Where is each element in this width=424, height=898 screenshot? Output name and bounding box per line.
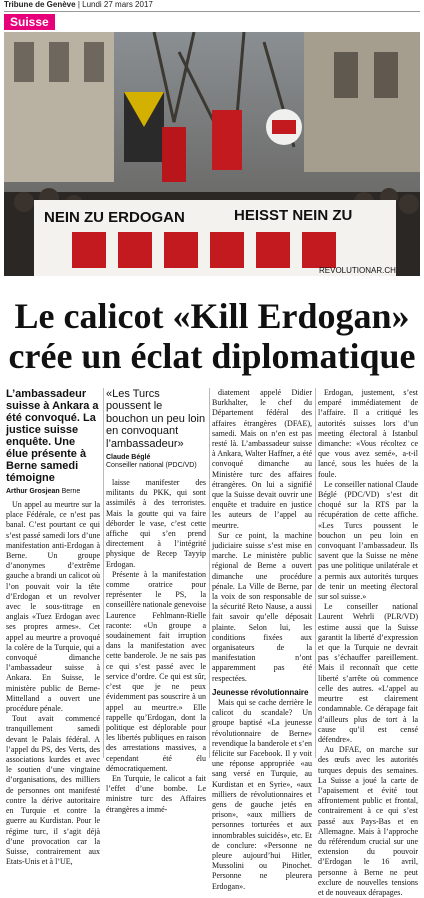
paragraph: diatement appelé Didier Burkhalter, le chef du Département fédéral des affaires étrangères (DFAE), samedi. Mais on n’en est pas resté là. L’ambassadeur suisse à Ankara, Walter Haffner, a été convoqué dimanche au Ministère turc des affaires étrangères. On lui a signifié que la Suisse devait ouvrir une enquête et traduire en justice les auteurs de l’appel au meurtre. (212, 388, 312, 530)
paragraph: En Turquie, le calicot a fait l’effet d’une bombe. Le ministre turc des Affaires étrangères a immé- (106, 773, 206, 814)
header-divider: | (77, 0, 83, 9)
column-rule (315, 388, 316, 758)
pull-quote: «Les Turcs poussent le bouchon un peu loin en convoquant l’ambassadeur» (106, 388, 206, 450)
paragraph: Un appel au meurtre sur la place Fédérale, ce n’est pas banal. C’est pourtant ce qui s’est passé samedi lors d’une manifestation anti-Erdogan à Berne. Un groupe d’anonymes d’extrême gauche a brandi un calicot où l’on pouvait voir la tête d’Erdogan et un revolver avec le sous-titrage en anglais «Tuez Erdogan avec ses propres armes». Cet appel au meurtre a provoqué la colère de la Turquie, qui a convoqué dimanche l’ambassadeur suisse à Ankara. En Suisse, le ministère public de Berne-Mittelland a ouvert une procédure pénale. (6, 500, 100, 714)
paragraph: Sur ce point, la machine judiciaire suisse s’est mise en marche. Le ministère public régional de Berne a ouvert dimanche une procédure pénale. La Ville de Berne, par la voix de son responsable de la sécurité Reto Nause, a aussi fait savoir qu’elle déposait plainte. Selon lui, les conditions fixées aux organisateurs de la manifestation n’ont apparemment pas été respectées. (212, 530, 312, 683)
paragraph: Tout avait commencé tranquillement samedi devant le Palais fédéral. A l’appel du PS, des Verts, des associations kurdes et avec le soutien d’une vingtaine d’organisations, des milliers de personnes ont manifesté contre la dérive autoritaire en Turquie et contre la guerre au Kurdistan. Pour le régime turc, il s’agit déjà d’une provocation car la Suisse, contrairement aux Etats-Unis et à l’UE, (6, 714, 100, 867)
page-header (4, 0, 422, 10)
section-rubric (4, 13, 422, 31)
article-lead: L’ambassadeur suisse à Ankara a été convoqué. La justice suisse enquête. Une élue présente à Berne samedi témoigne (6, 388, 99, 484)
article-column-4 (318, 388, 418, 898)
paragraph: Erdogan, justement, s’est emparé immédiatement de l’affaire. Il a critiqué les autorités suisses lors d’un meeting électoral à Istanbul dimanche: «Vous récoltez ce que vous avez semé», a-t-il lancé, sous les huées de la foule. (318, 388, 418, 479)
article-column-1 (6, 388, 100, 867)
paragraph: Le conseiller national Laurent Wehrli (PLR/VD) estime aussi que la Suisse garantit la liberté d’expression et que la Turquie ne devrait pas s’échauffer pareillement. Mais il reconnaît que cette liberté s’arrête où commence celle des autres. «L’appel au meurtre est clairement condamnable. Ce dérapage fait d’ailleurs plus de tort à la cause qu’il est censé défendre». (318, 602, 418, 744)
paragraph: Au DFAE, on marche sur des œufs avec les autorités turques depuis des semaines. La Suisse a joué la carte de l’apaisement et évité tout affrontement public et frontal, contrairement à ce qui s’est passé aux Pays-Bas et en Allemagne. Mais à l’approche du référendum crucial sur une extension du pouvoir d’Erdogan le 16 avril, personne à Berne ne peut exclure de nouvelles tensions et de nouveaux dérapages. (318, 745, 418, 897)
header-rule (4, 11, 420, 12)
byline (6, 487, 100, 496)
headline (6, 296, 418, 376)
publication-date: Lundi 27 mars 2017 (82, 0, 153, 9)
banner-text-right: HEISST NEIN ZU (234, 207, 353, 224)
quote-role: Conseiller national (PDC/VD) (106, 462, 197, 470)
photo-illustration (4, 32, 420, 276)
article-column-2 (106, 388, 206, 815)
rubric-badge: Suisse (4, 14, 55, 30)
headline-line-1: Le calicot «Kill Erdogan» (14, 296, 410, 336)
column-rule (209, 388, 210, 758)
publication-name: Tribune de Genève (4, 0, 76, 9)
paragraph: Présente à la manifestation comme oratrice pour représenter le PS, la conseillère nationale genevoise Laurence Fehlmann-Rielle raconte: «Un groupe a soudainement fait irruption dans la manifestation avec cette banderole. Je ne sais pas ce qui s’est passé avec le service d’ordre. Ce qui est sûr, c’est que je ne peux évidemment pas souscrire à un appel au meurtre.» Elle rappelle qu’Erdogan, dont la politique est déplorable pour les libertés publiques en raison des arrestations massives, a cependant été élu démocratiquement. (106, 569, 206, 773)
article-column-3 (212, 388, 312, 892)
paragraph: Le conseiller national Claude Béglé (PDC/VD) s’est dit choqué sur la RTS par la récupération de cette affiche. «Les Turcs poussent le bouchon un peu loin en convoquant l’ambassadeur. Ils savent que la Suisse ne mène pas une politique unilatérale et a permis aux autorités turques de tenir un meeting électoral sur sol suisse.» (318, 479, 418, 602)
banner-small-text: REVOLUTIONAR.CH (319, 266, 396, 275)
subheading: Jeunesse révolutionnaire (212, 687, 309, 697)
headline-line-2: crée un éclat diplomatique (8, 336, 416, 376)
banner-text-left: NEIN ZU ERDOGAN (44, 209, 185, 226)
news-photo (4, 32, 420, 276)
author-name: Arthur Grosjean (6, 488, 60, 495)
paragraph: Mais qui se cache derrière le calicot du scandale? Un groupe baptisé «La jeunesse révolutionnaire de Berne» revendique la banderole et s’en félicite sur Facebook. Il y voit une réponse appropriée «au sang versé en Turquie, au Kurdistan et en Syrie», «aux milliers de révolutionnaires et gens de gauche jetés en prison», «aux milliers de personnes torturées et aux innombrables suicidés», etc. Et de conclure: «Personne ne pleure aujourd’hui Hitler, Mussolini ou Pinochet. Personne ne pleurera Erdogan». (212, 697, 312, 891)
quote-author: Claude Béglé (106, 454, 151, 462)
paragraph: laisse manifester des militants du PKK, qui sont assimilés à des terroristes. Mais la goutte qui va faire déborder le vase, c’est cette affiche qui s’en prend directement à l’intégrité physique de Recep Tayyip Erdogan. (106, 478, 206, 569)
column-rule (103, 388, 104, 758)
author-city: Berne (61, 488, 81, 495)
